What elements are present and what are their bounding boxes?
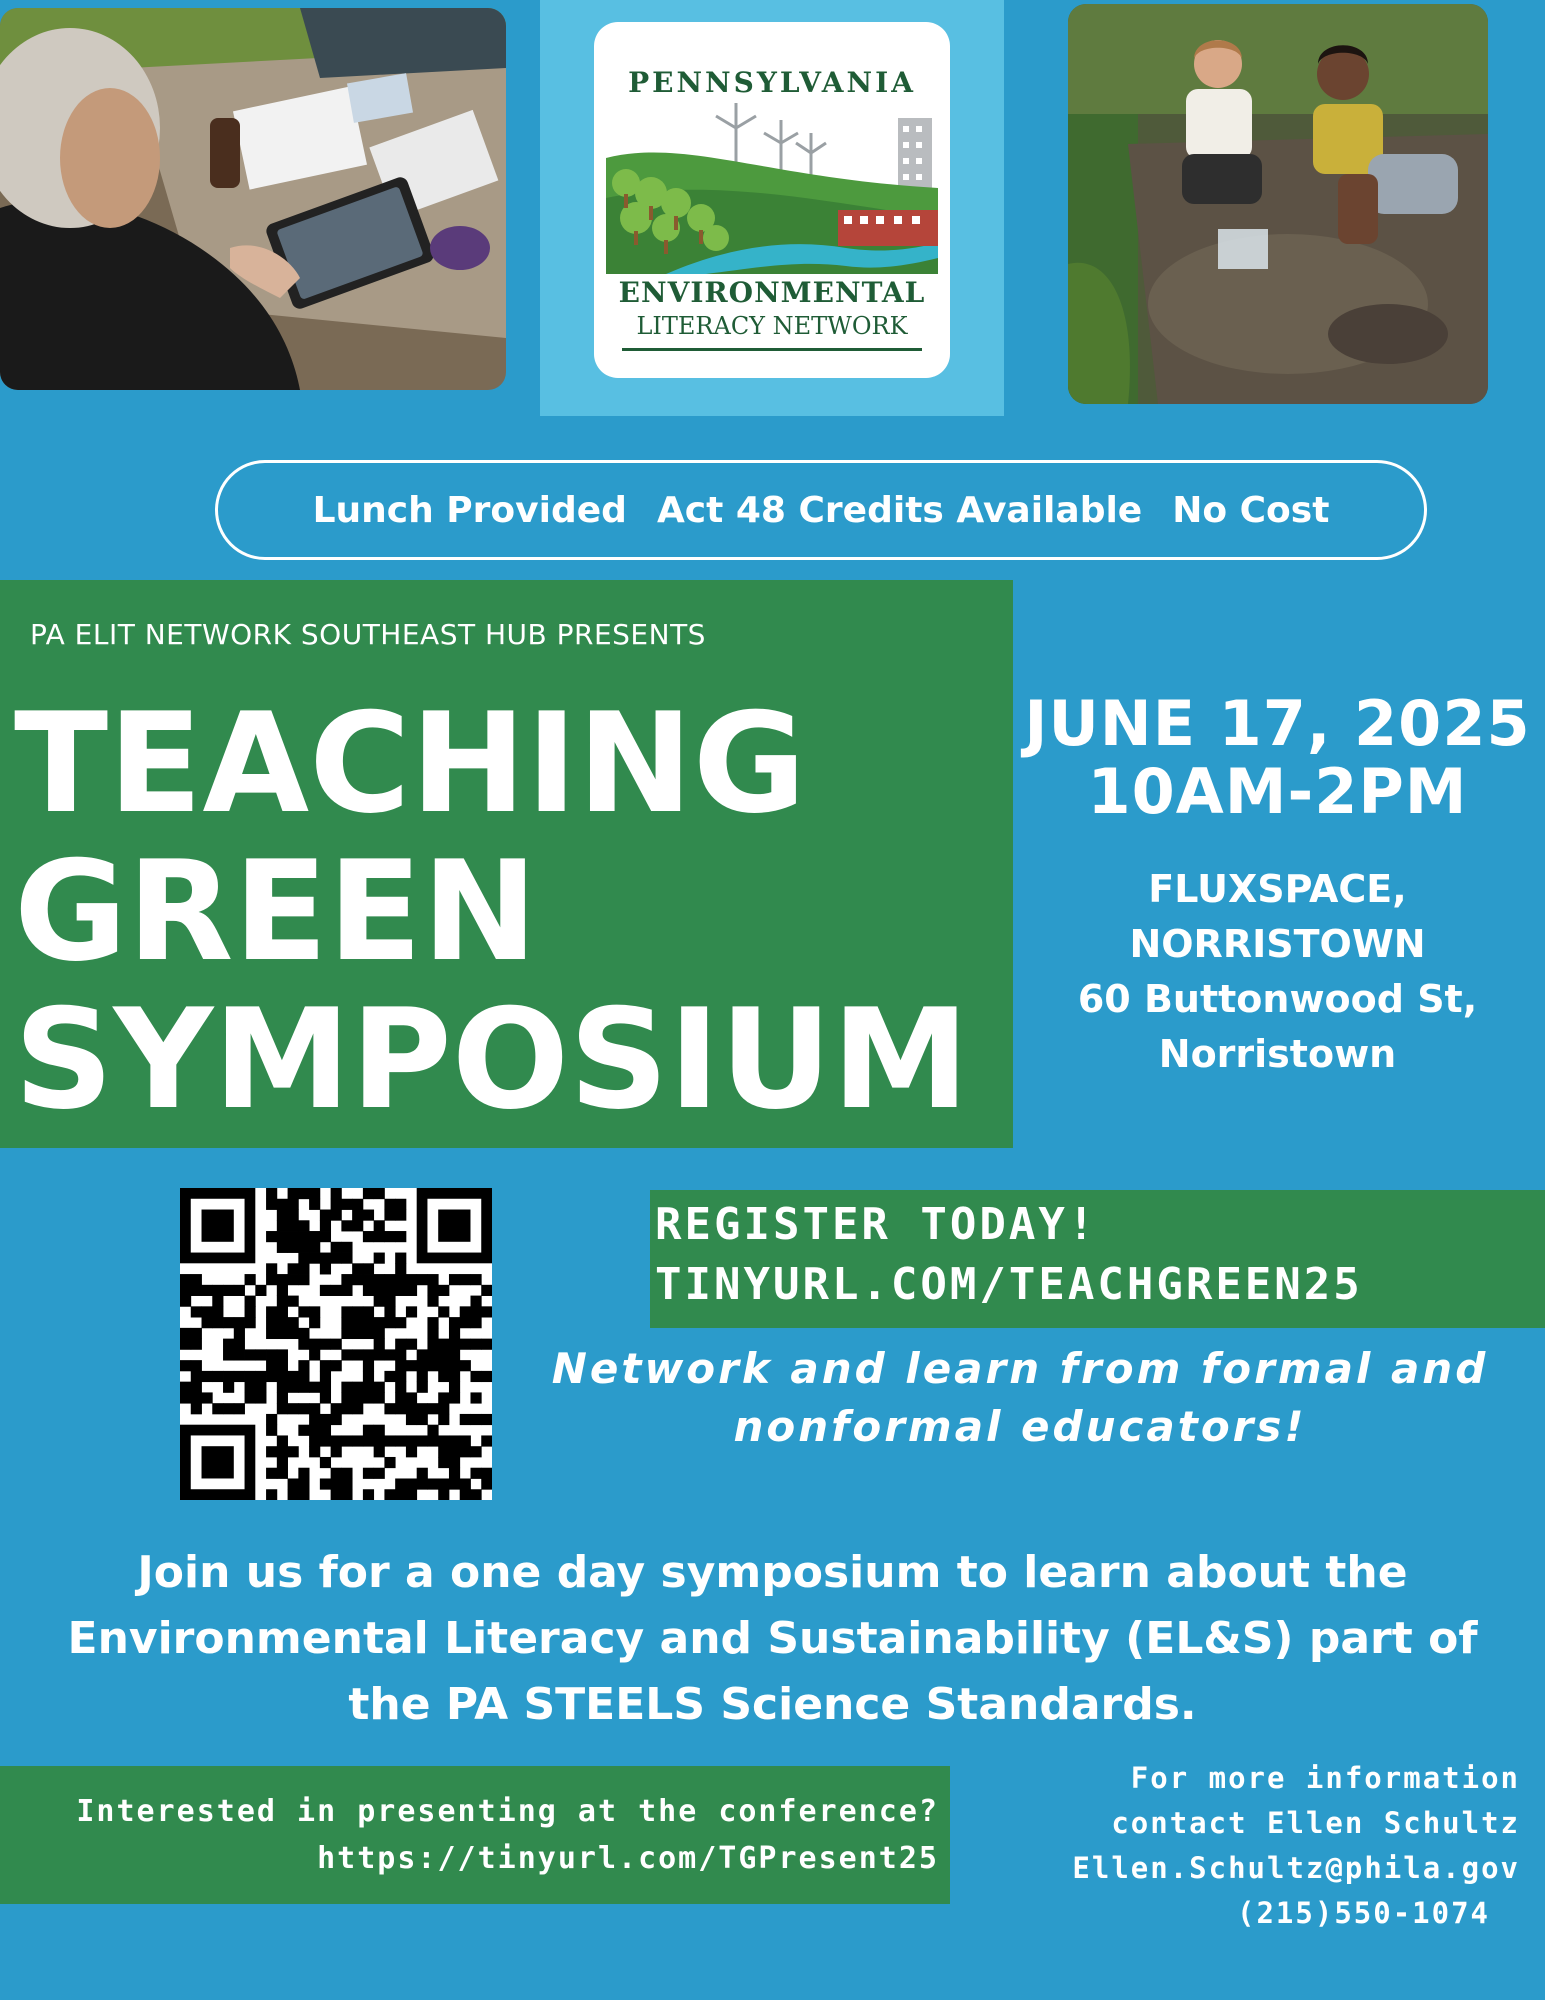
venue-line-2: NORRISTOWN: [1129, 922, 1426, 966]
contact-line-1: For more information: [1130, 1761, 1520, 1795]
description-line-1: Join us for a one day symposium to learn about the: [137, 1547, 1408, 1598]
highlights-pill: [215, 460, 1427, 560]
event-time: 10AM-2PM: [1087, 755, 1468, 828]
contact-email[interactable]: Ellen.Schultz@phila.gov: [1072, 1851, 1520, 1885]
logo-line2: LITERACY NETWORK: [636, 312, 908, 340]
venue-line-1: FLUXSPACE,: [1148, 867, 1407, 911]
qr-code[interactable]: [180, 1188, 492, 1500]
landscape-icon: [606, 98, 938, 274]
presenting-link[interactable]: https://tinyurl.com/TGPresent25: [317, 1841, 939, 1876]
register-link[interactable]: TINYURL.COM/TEACHGREEN25: [655, 1259, 1363, 1310]
description-line-3: the PA STEELS Science Standards.: [348, 1679, 1197, 1730]
register-text: [655, 1195, 1363, 1315]
photo-stream-study: [1068, 4, 1488, 404]
presenter-line: PA ELIT NETWORK SOUTHEAST HUB PRESENTS: [30, 618, 706, 651]
event-date: JUNE 17, 2025: [1024, 687, 1531, 760]
event-venue: [1010, 862, 1545, 1082]
venue-line-3: 60 Buttonwood St,: [1077, 977, 1478, 1021]
event-title: [14, 683, 970, 1140]
title-line-1: TEACHING: [14, 683, 807, 844]
event-description: [0, 1540, 1545, 1738]
logo-underline: [622, 348, 922, 351]
logo-top-text: PENNSYLVANIA: [628, 66, 916, 99]
highlight-act48: Act 48 Credits Available: [656, 489, 1143, 531]
qr-code-icon: [180, 1188, 492, 1500]
highlight-no-cost: No Cost: [1172, 489, 1330, 531]
highlight-lunch: Lunch Provided: [312, 489, 627, 531]
title-line-2: GREEN: [14, 831, 538, 992]
register-heading: REGISTER TODAY!: [655, 1199, 1098, 1250]
tagline: [520, 1340, 1520, 1456]
description-line-2: Environmental Literacy and Sustainability (EL&S) part of: [67, 1613, 1478, 1664]
contact-info: [1040, 1756, 1520, 1936]
photo-tablet-activity: [0, 8, 506, 390]
contact-phone[interactable]: (215)550-1074: [1237, 1896, 1490, 1930]
presenting-text: [76, 1788, 939, 1882]
tagline-line-2: nonformal educators!: [733, 1402, 1307, 1451]
logo-line1: ENVIRONMENTAL: [618, 276, 926, 309]
contact-line-2: contact Ellen Schultz: [1111, 1806, 1520, 1840]
network-logo: [594, 22, 950, 378]
title-line-3: SYMPOSIUM: [14, 979, 970, 1140]
presenting-question: Interested in presenting at the conference?: [76, 1794, 939, 1829]
tagline-line-1: Network and learn from formal and: [551, 1344, 1489, 1393]
venue-line-4: Norristown: [1158, 1032, 1397, 1076]
event-date-time: [1010, 687, 1545, 828]
